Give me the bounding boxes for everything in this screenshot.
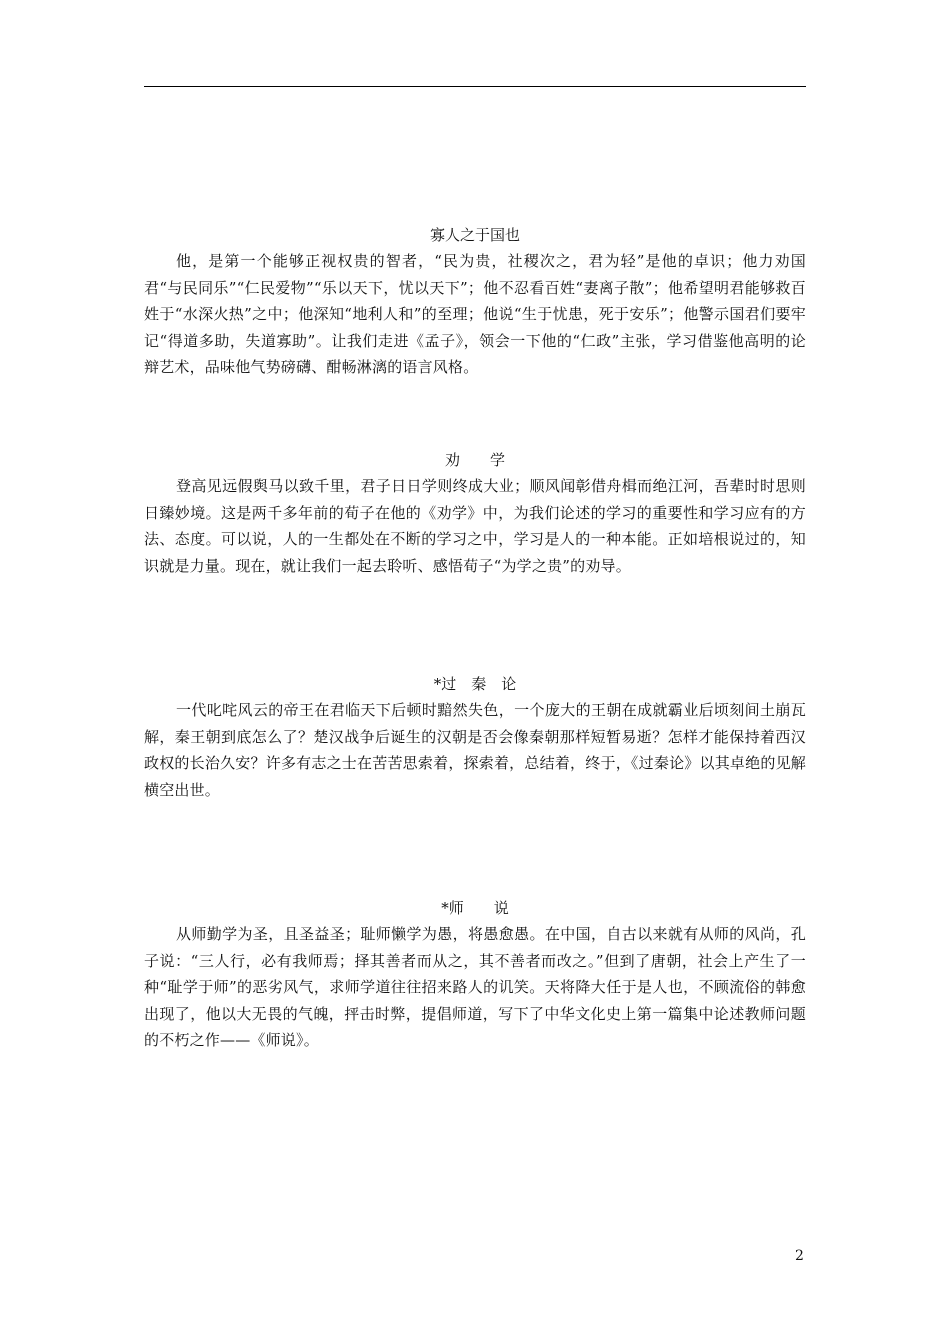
section-paragraph: 他，是第一个能够正视权贵的智者，“民为贵，社稷次之，君为轻”是他的卓识；他力劝国君“与民同乐”“仁民爱物”“乐以天下，忧以天下”；他不忍看百姓“妻离子散”；他希望明君能够救百姓于“水深火热”之中；他深知“地利人和”的至理；他说“生于忧患，死于安乐”；他警示国君们要牢记“得道多助，失道寡助”。让我们走进《孟子》，领会一下他的“仁政”主张，学习借鉴他高明的论辩艺术，品味他气势磅礴、酣畅淋漓的语言风格。	[144, 252, 806, 376]
section-title: 寡人之于国也	[429, 226, 520, 244]
section-title: 劝 学	[444, 451, 505, 469]
section-paragraph: 登高见远假舆马以致千里，君子日日学则终成大业；顺风闻彰借舟楫而绝江河，吾辈时时思则日臻妙境。这是两千多年前的荀子在他的《劝学》中，为我们论述的学习的重要性和学习应有的方法、态度。可以说，人的一生都处在不断的学习之中，学习是人的一种本能。正如培根说过的，知识就是力量。现在，就让我们一起去聆听、感悟荀子“为学之贵”的劝导。	[144, 477, 806, 575]
section-shishuo	[144, 895, 806, 1054]
header-rule	[144, 86, 806, 87]
section-paragraph: 一代叱咤风云的帝王在君临天下后顿时黯然失色，一个庞大的王朝在成就霸业后顷刻间土崩瓦解，秦王朝到底怎么了？楚汉战争后诞生的汉朝是否会像秦朝那样短暂易逝？怎样才能保持着西汉政权的长治久安？许多有志之士在苦苦思索着，探索着，总结着，终于，《过秦论》以其卓绝的见解横空出世。	[144, 701, 806, 799]
section-quanxue	[144, 447, 806, 579]
section-guoqinlun	[144, 671, 806, 803]
section-guaren-zhiyu-guoye	[144, 222, 806, 381]
section-title: *师 说	[441, 899, 509, 917]
section-title: *过 秦 论	[433, 675, 517, 693]
section-paragraph: 从师勤学为圣，且圣益圣；耻师懒学为愚，将愚愈愚。在中国，自古以来就有从师的风尚，孔子说：“三人行，必有我师焉；择其善者而从之，其不善者而改之。”但到了唐朝，社会上产生了一种“耻学于师”的恶劣风气，求师学道往往招来路人的讥笑。天将降大任于是人也，不顾流俗的韩愈出现了，他以大无畏的气魄，抨击时弊，提倡师道，写下了中华文化史上第一篇集中论述教师问题的不朽之作——《师说》。	[144, 925, 806, 1049]
page-number: 2	[795, 1248, 804, 1264]
